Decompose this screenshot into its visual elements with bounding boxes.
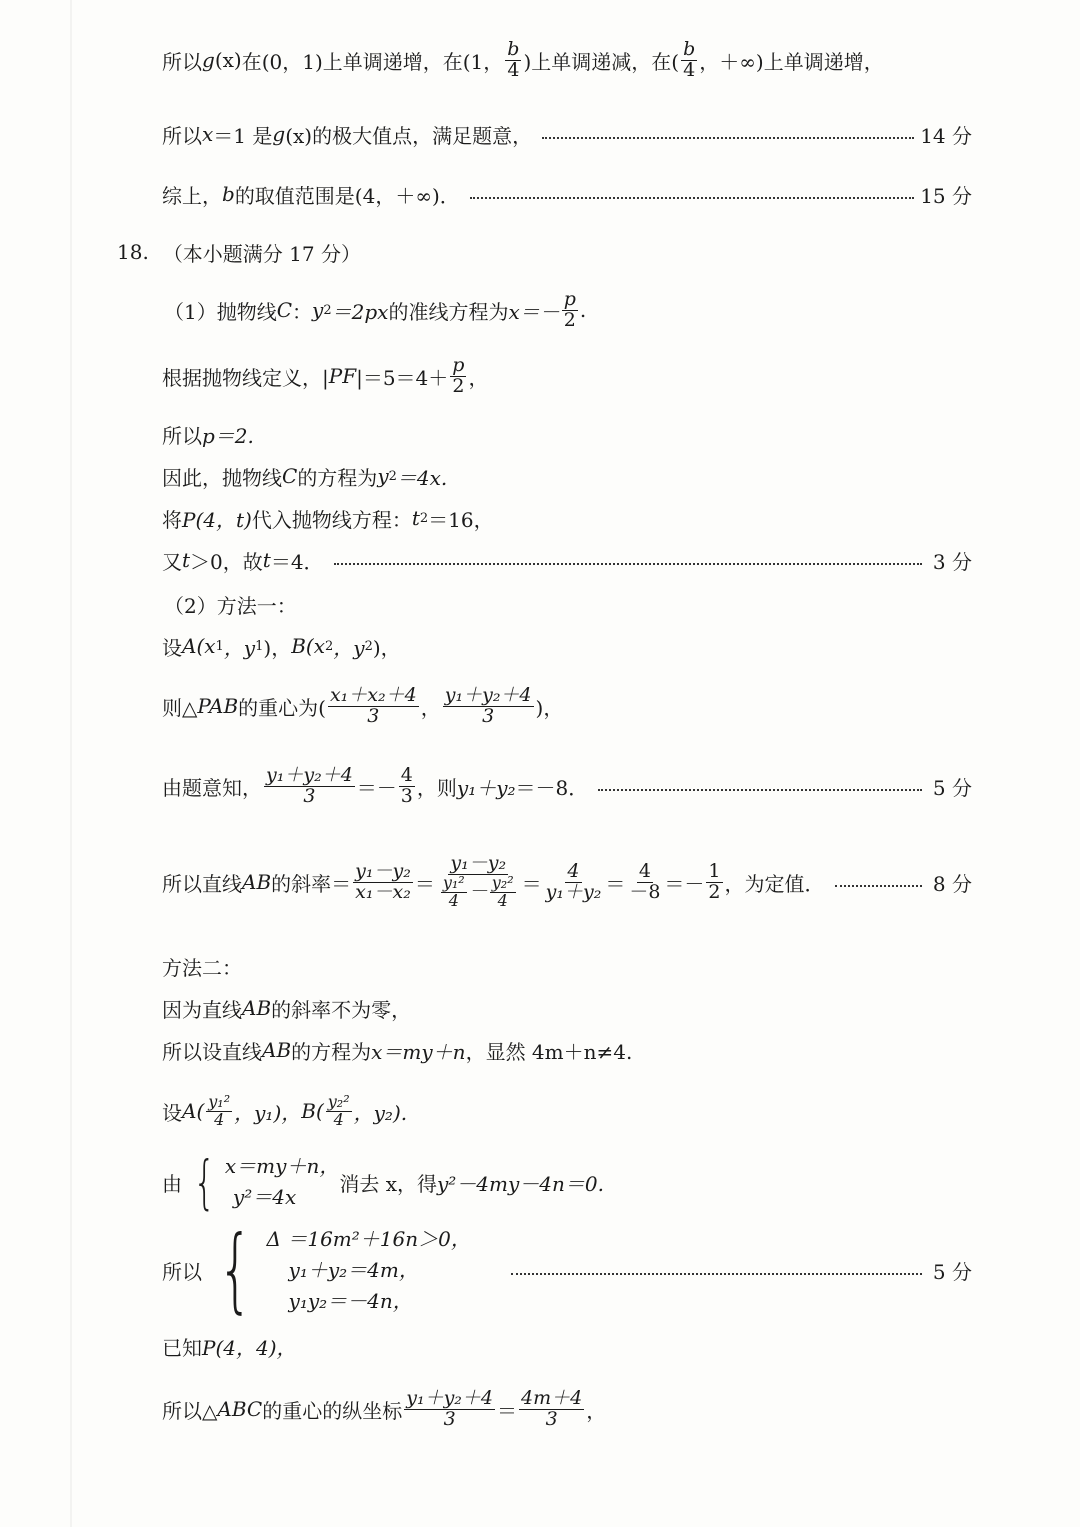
fraction-p-over-2 [562,287,578,331]
math-t: t [262,548,271,572]
text: ＝ [497,1398,518,1423]
frac-num: y₁＋y₂＋4 [266,763,353,786]
math-x: x [202,122,214,146]
page-edge-shadow [70,0,72,1527]
text: ＞0，故 [190,549,263,574]
fraction-4-over-neg8 [627,859,662,903]
text: 根据抛物线定义，| [162,365,329,390]
text: ，＋∞)上单调递增， [699,49,884,74]
frac-num: b [507,37,520,60]
math-p: p＝2. [202,423,254,448]
system-line: y₁y₂＝－4n， [288,1288,413,1313]
math: ，y₁)， [234,1100,302,1125]
text: )， [263,635,292,660]
text: ，则 [416,775,457,800]
frac-num: y₂² [491,873,514,893]
frac-num: 4 [638,859,651,882]
frac-num: y₂² [327,1091,350,1111]
frac-num: 4 [567,859,580,882]
frac-den: y₁＋y₂ [545,880,602,903]
fraction-sum [264,763,355,807]
line-known-p [162,1326,972,1366]
subscript: 1 [215,638,224,654]
dot-leader [511,1273,922,1275]
math-P: P(4，t) [182,507,252,532]
line-slope [162,852,972,912]
line-centroid [162,683,972,727]
frac-num: y₁² [208,1091,231,1111]
frac-den: 2 [452,374,465,397]
text: 的斜率＝ [271,871,352,896]
math-AB: AB [242,996,272,1020]
frac-num: 1 [708,859,721,882]
line-max-point [162,114,972,154]
line-sum-y [162,763,972,807]
line-method-two [162,946,972,986]
frac-den: 3 [367,704,380,727]
math-arg: (x) [214,48,242,72]
dot-leader [598,789,922,791]
frac-den: 3 [482,704,495,727]
math-C: C [282,464,298,488]
frac-den: 4 [333,1109,344,1129]
score-mark: 3 分 [932,549,972,574]
text: ， [586,1398,607,1423]
text: 代入抛物线方程： [251,507,412,532]
fraction-4m-plus-4-over-3 [519,1386,584,1430]
frac-num: b [683,37,696,60]
text: ， [420,695,441,720]
line-set-points [162,626,972,666]
math: ，y [223,635,256,660]
line-set-points-2 [162,1086,972,1136]
line-vieta-system [162,1216,972,1323]
frac-den: 3 [400,784,413,807]
text: ＝ [414,871,435,896]
math-y: y [312,298,324,322]
math-A: A( [182,1099,205,1123]
frac-num: p [563,287,576,310]
text: ： [292,299,313,324]
fraction-inner [490,875,516,910]
line-p-value [162,414,972,454]
frac-den: 3 [303,784,316,807]
math-y: y [377,464,389,488]
fraction-b-over-4 [505,37,521,81]
frac-num: p [452,353,465,376]
frac-den: x₁－x₂ [355,880,411,903]
frac-num: y₁－y₂ [355,859,411,882]
text: 设 [162,1100,182,1125]
math: ，y₂). [353,1100,408,1125]
text: |＝5＝4＋ [356,365,449,390]
text: 将 [162,507,182,532]
math-A: A(x [182,634,216,658]
score-mark: 5 分 [932,775,972,800]
text: ＝－ [664,871,705,896]
text: 所以设直线 [162,1039,262,1064]
math-g: g [272,122,286,146]
frac-num: y₁－y₂ [450,852,507,875]
text: 的准线方程为 [388,299,509,324]
system-line: Δ ＝16m²＋16n＞0， [266,1226,471,1251]
text: ＝－8． [515,775,589,800]
line-definition [162,353,972,397]
text: ＝－ [356,775,397,800]
fraction-centroid-y [404,1386,495,1430]
system-line: x＝my＋n， [224,1154,340,1178]
frac-den: 4 [448,890,459,910]
text: )， [535,695,564,720]
line-conclusion [162,174,972,214]
frac-num: x₁＋x₂＋4 [329,683,417,706]
math-ABC: ABC [217,1397,263,1421]
system-lines [267,1224,471,1317]
math-P: P(4，4)， [202,1335,297,1360]
fraction-slope [353,859,413,903]
frac-den: 4 [507,58,520,81]
superscript: 2 [419,510,429,526]
math-PAB: PAB [197,694,239,718]
text: － [468,880,488,903]
text: ＝16， [428,507,494,532]
frac-den: －8 [629,880,661,903]
math-AB: AB [262,1038,292,1062]
fraction-inner [441,875,467,910]
text: ＝ [605,871,626,896]
fraction-b-over-4 [681,37,697,81]
text: 的斜率不为零， [271,997,412,1022]
text: 因此，抛物线 [162,465,282,490]
question-points: （本小题满分 17 分） [162,241,361,266]
text: 所以 [162,423,202,448]
math-eq: x＝my＋n [371,1039,466,1064]
text: ， [468,365,489,390]
math-eq: ＝2px [331,299,389,324]
text: )， [372,635,401,660]
text: ＝1 是 [213,123,273,148]
frac-den: 4 [683,58,696,81]
system-lines [225,1151,339,1213]
math-B: B(x [291,634,325,658]
math-C: C [276,298,293,322]
text: 的重心为( [238,695,326,720]
score-mark: 5 分 [932,1259,972,1284]
line-monotonic-intervals [162,37,972,81]
line-substitute-p [162,498,972,538]
text: 综上， [162,183,222,208]
math-sum: y₁＋y₂ [456,775,516,800]
question-number: 18. [117,240,149,264]
left-brace: { [217,1216,253,1323]
method-heading: （2）方法一： [164,593,297,618]
equation-system [202,1216,471,1323]
text: ＝ [521,871,542,896]
frac-den: 2 [708,880,721,903]
score-mark: 14 分 [920,123,972,148]
line-system-substitute [162,1150,972,1214]
text: 又 [162,549,182,574]
frac-den: 4 [214,1109,225,1129]
text: )上单调递减，在( [523,49,680,74]
line-set-line-ab [162,1030,972,1070]
frac-num: y₁＋y₂＋4 [444,683,532,706]
math-t: t [182,548,191,572]
system-line: y₁＋y₂＝4m， [288,1257,419,1282]
line-nonzero-slope [162,988,972,1028]
fraction-p-over-2 [450,353,466,397]
text: 则△ [162,695,198,720]
text: 因为直线 [162,997,242,1022]
dot-leader [470,197,914,199]
text: 所以直线 [162,871,242,896]
superscript: 2 [388,468,397,484]
frac-num: y₁² [442,873,465,893]
text: 由 [162,1171,182,1196]
line-directrix [164,287,972,331]
line-t-value [162,540,972,580]
math-t: t [411,506,420,530]
text: ，显然 4m＋n≠4. [465,1039,633,1064]
dot-leader [334,563,922,565]
math: ，y [333,635,365,660]
text: 所以 [162,123,202,148]
equation-system [182,1148,340,1216]
fraction-centroid-y [443,683,534,727]
text: 消去 x，得 [339,1171,437,1196]
text: (x)的极大值点，满足题意， [285,123,533,148]
math-x: x＝－ [508,299,560,324]
fraction-4-over-3 [399,763,415,807]
frac-num: 4m＋4 [521,1386,583,1409]
method-heading: 方法二： [162,955,242,980]
superscript: 2 [323,302,332,318]
text: 设 [162,635,182,660]
text: 所以 [162,49,202,74]
score-mark: 8 分 [932,871,972,896]
subscript: 2 [364,638,373,654]
text: 的方程为 [291,1039,372,1064]
text: ，为定值． [724,871,825,896]
text: （1）抛物线 [164,299,277,324]
line-parabola-equation [162,456,972,496]
math-B: B( [301,1099,324,1123]
text: 所以△ [162,1398,218,1423]
line-centroid-ordinate [162,1384,972,1434]
line-method-one [164,584,972,624]
fraction-4-over-sum [544,859,604,903]
math-eq: ＝4x. [396,465,448,490]
system-line: y²＝4x [232,1185,297,1209]
math-g: g [202,48,215,72]
math-PF: PF [328,364,357,388]
score-mark: 15 分 [920,183,972,208]
fraction-y2sq-over-4 [326,1091,352,1129]
frac-den [437,875,520,910]
math-AB: AB [242,870,272,894]
text: 已知 [162,1335,202,1360]
text: 的方程为 [297,465,378,490]
subscript: 1 [255,638,264,654]
frac-den: 3 [545,1407,558,1430]
question-18-header [117,232,972,272]
fraction-centroid-x [328,683,419,727]
fraction-y1sq-over-4 [206,1091,232,1129]
frac-num: 4 [400,763,413,786]
text: ＝4． [270,549,324,574]
frac-den: 2 [563,308,576,331]
subscript: 2 [325,638,334,654]
frac-num: y₁＋y₂＋4 [406,1386,494,1409]
math-eq: y²－4my－4n＝0. [436,1171,604,1196]
text: 由题意知， [162,775,262,800]
fraction-1-over-2 [706,859,722,903]
text: 所以 [162,1259,202,1284]
text: 的重心的纵坐标 [262,1398,403,1423]
fraction-slope-expanded [437,854,520,910]
text: 在(0，1)上单调递增，在(1， [241,49,504,74]
left-brace: { [193,1148,216,1216]
frac-den: 3 [443,1407,456,1430]
text: . [579,298,587,322]
frac-den: 4 [497,890,508,910]
text: 的取值范围是(4，＋∞)． [234,183,460,208]
dot-leader [835,885,923,887]
math-b: b [222,182,235,206]
dot-leader [542,137,914,139]
